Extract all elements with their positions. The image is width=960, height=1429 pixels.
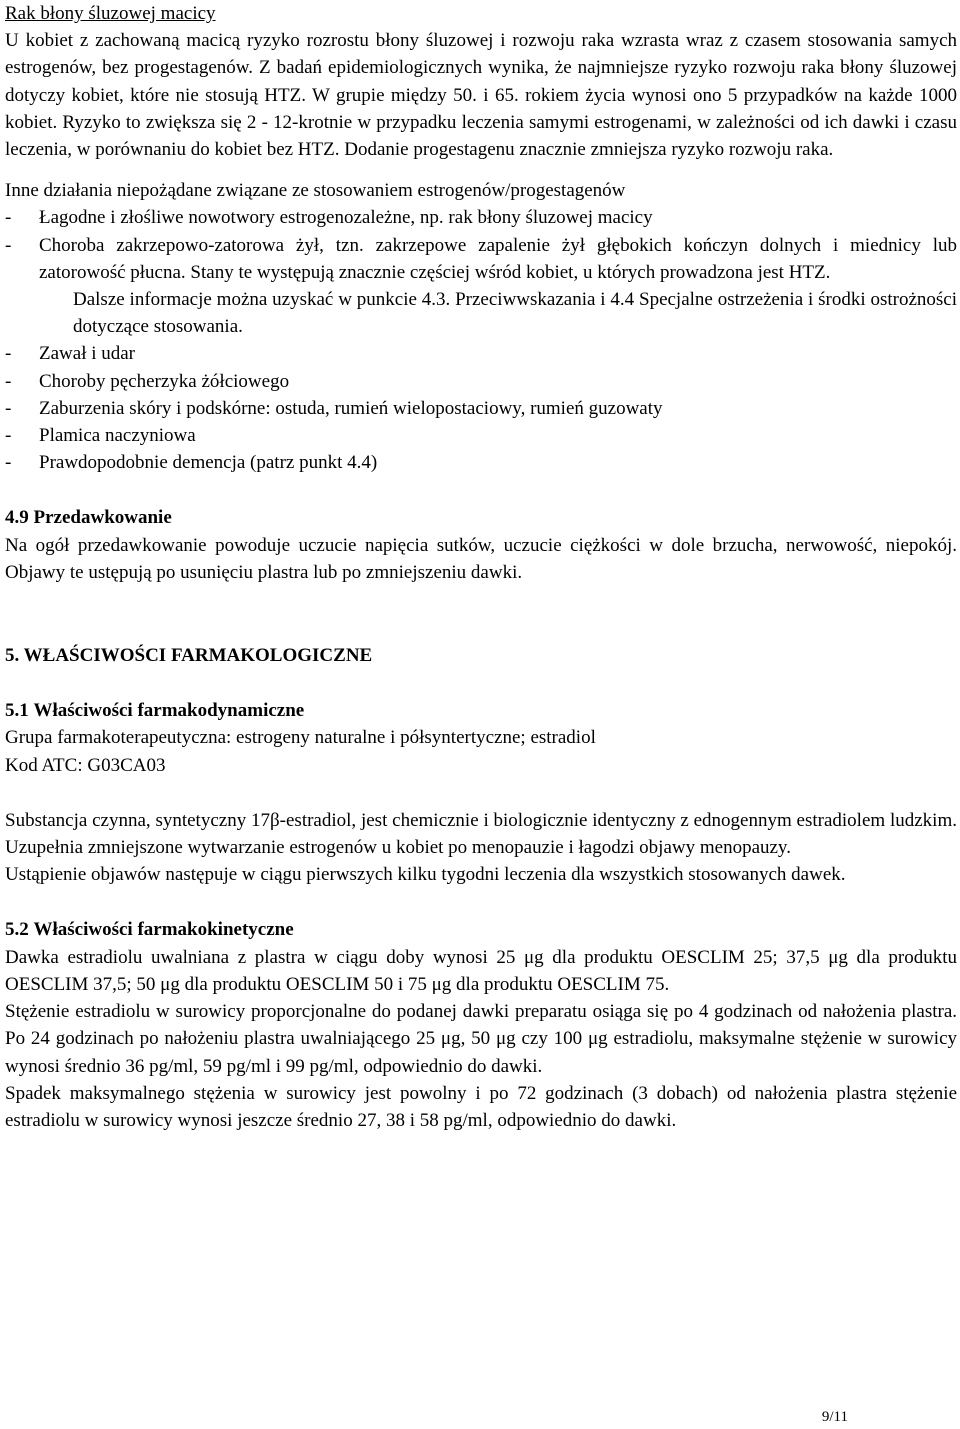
list-dash: - bbox=[5, 425, 12, 447]
list-item bbox=[5, 422, 957, 449]
spacer bbox=[5, 888, 957, 916]
list-item bbox=[5, 368, 957, 395]
list-item-text: Prawdopodobnie demencja (patrz punkt 4.4) bbox=[39, 452, 378, 474]
list-dash: - bbox=[5, 207, 12, 229]
list-dash: - bbox=[5, 370, 12, 392]
section-title: Właściwości farmakokinetyczne bbox=[33, 919, 294, 941]
list-item bbox=[5, 395, 957, 422]
section-title-endometrial-cancer: Rak błony śluzowej macicy bbox=[5, 3, 216, 24]
paragraph-overdose: Na ogół przedawkowanie powoduje uczucie napięcia sutków, uczucie ciężkości w dole brzucha, nerwowość, niepokój. Objawy te ustępują po usunięciu plastra lub po zmniejszeniu dawki. bbox=[5, 534, 957, 583]
list-item-text: Plamica naczyniowa bbox=[39, 425, 196, 447]
spacer bbox=[5, 669, 957, 697]
list-item-text: Choroba zakrzepowo-zatorowa żył, tzn. zakrzepowe zapalenie żył głębokich kończyn dolnych i miednicy lub zatorowość płucna. Stany te występują znacznie częściej wśród kobiet, u których prowadzona jest HTZ. bbox=[39, 234, 957, 283]
page-number: 9/11 bbox=[821, 1409, 848, 1425]
spacer bbox=[5, 779, 957, 807]
section-heading-overdose bbox=[5, 504, 957, 531]
list-item bbox=[5, 449, 957, 476]
list-item bbox=[5, 232, 957, 286]
pharmacotherapeutic-group: Grupa farmakoterapeutyczna: estrogeny naturalne i półsyntertyczne; estradiol bbox=[5, 727, 596, 749]
document-body bbox=[5, 0, 957, 1134]
chapter-title-pharmacological: 5. WŁAŚCIWOŚCI FARMAKOLOGICZNE bbox=[5, 645, 373, 667]
paragraph-symptom-relief: Ustąpienie objawów następuje w ciągu pierwszych kilku tygodni leczenia dla wszystkich stosowanych dawek. bbox=[5, 864, 846, 886]
paragraph-active-substance: Substancja czynna, syntetyczny 17β-estradiol, jest chemicznie i biologicznie identyczny z ednogennym estradiolem ludzkim. Uzupełnia zmniejszone wytwarzanie estrogenów u kobiet po menopauzie i łagodzi objawy menopauzy. bbox=[5, 809, 957, 859]
list-item-text: Zaburzenia skóry i podskórne: ostuda, rumień wielopostaciowy, rumień guzowaty bbox=[39, 397, 663, 419]
paragraph-daily-dose: Dawka estradiolu uwalniana z plastra w ciągu doby wynosi 25 μg dla produktu OESCLIM 25; 37,5 μg dla produktu OESCLIM 37,5; 50 μg dla produktu OESCLIM 50 i 75 μg dla produktu OESCLIM 75. bbox=[5, 946, 957, 995]
spacer bbox=[5, 586, 957, 642]
list-dash: - bbox=[5, 397, 12, 419]
list-item-text: Choroby pęcherzyka żółciowego bbox=[39, 370, 290, 392]
section-title: Właściwości farmakodynamiczne bbox=[33, 700, 305, 722]
list-item bbox=[5, 340, 957, 367]
list-item-text: Zawał i udar bbox=[39, 343, 136, 365]
section-heading-pharmacokinetic bbox=[5, 916, 957, 943]
spacer bbox=[5, 476, 957, 504]
list-dash: - bbox=[5, 452, 12, 474]
list-item bbox=[5, 204, 957, 231]
list-item-text: Łagodne i złośliwe nowotwory estrogenozależne, np. rak błony śluzowej macicy bbox=[39, 207, 653, 229]
atc-code: Kod ATC: G03CA03 bbox=[5, 754, 166, 776]
list-dash: - bbox=[5, 234, 12, 256]
section-heading-pharmacodynamic bbox=[5, 697, 957, 724]
list-dash: - bbox=[5, 343, 12, 365]
paragraph-serum-concentration: Stężenie estradiolu w surowicy proporcjonalne do podanej dawki preparatu osiąga się po 4 godzinach od nałożenia plastra. Po 24 godzinach po nałożeniu plastra uwalniającego 25 μg, 50 μg czy 100 μg estradiolu, maksymalne stężenie w surowicy wynosi średnio 36 pg/ml, 59 pg/ml i 99 pg/ml, odpowiednio do dawki. bbox=[5, 1001, 957, 1077]
section-number: 4.9 bbox=[5, 507, 29, 529]
adverse-effects-intro: Inne działania niepożądane związane ze stosowaniem estrogenów/progestagenów bbox=[5, 180, 626, 202]
section-number: 5.1 bbox=[5, 700, 29, 722]
section-number: 5.2 bbox=[5, 919, 29, 941]
paragraph-endometrial-cancer: U kobiet z zachowaną macicą ryzyko rozrostu błony śluzowej i rozwoju raka wzrasta wraz z czasem stosowania samych estrogenów, bez progestagenów. Z badań epidemiologicznych wynika, że najmniejsze ryzyko rozwoju raka błony śluzowej dotyczy kobiet, które nie stosują HTZ. W grupie między 50. i 65. rokiem życia wynosi ono 5 przypadków na każde 1000 kobiet. Ryzyko to zwiększa się 2 - 12-krotnie w przypadku leczenia samymi estrogenami, w zależności od ich dawki i czasu leczenia, w porównaniu do kobiet bez HTZ. Dodanie progestagenu znacznie zmniejsza ryzyko rozwoju raka. bbox=[5, 30, 957, 161]
paragraph-concentration-decline: Spadek maksymalnego stężenia w surowicy jest powolny i po 72 godzinach (3 dobach) od nałożenia plastra stężenie estradiolu w surowicy wynosi jeszcze średnio 27, 38 i 58 pg/ml, odpowiednio do dawki. bbox=[5, 1082, 957, 1131]
spacer bbox=[5, 163, 957, 177]
further-info-note: Dalsze informacje można uzyskać w punkcie 4.3. Przeciwwskazania i 4.4 Specjalne ostrzeżenia i środki ostrożności dotyczące stosowania. bbox=[73, 289, 957, 338]
section-title: Przedawkowanie bbox=[33, 507, 172, 529]
